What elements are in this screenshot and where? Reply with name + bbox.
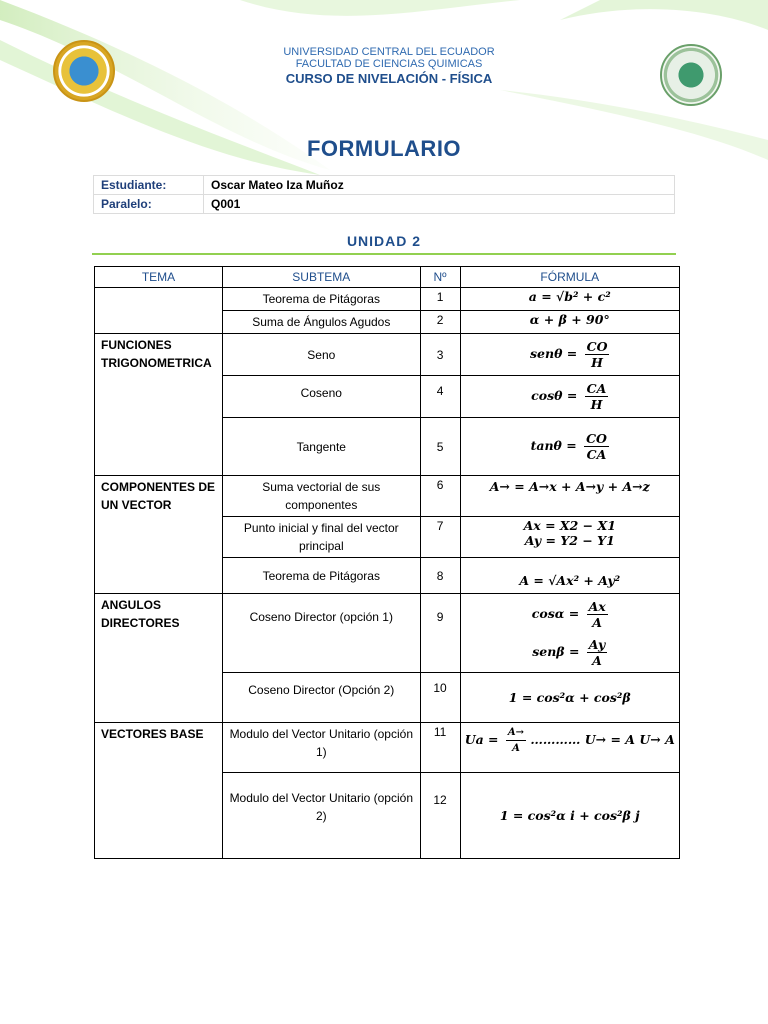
fraction-numerator: CO — [586, 339, 608, 354]
num-cell: 12 — [420, 773, 460, 859]
num-cell: 6 — [420, 476, 460, 517]
tema-empty — [95, 288, 223, 334]
fraction-denominator: H — [590, 397, 603, 412]
subtema-cell: Modulo del Vector Unitario (opción 1) — [222, 723, 420, 773]
num-cell: 8 — [420, 558, 460, 594]
table-row — [95, 334, 680, 376]
formula-cell: A = √Ax² + Ay² — [460, 558, 680, 594]
formula-cell — [460, 334, 680, 376]
formula-fraction — [587, 637, 607, 668]
student-label: Estudiante: — [94, 176, 204, 195]
fraction-denominator: A — [512, 743, 520, 754]
formula-cell: 1 = cos²α + cos²β — [460, 673, 680, 723]
formula-lhs: cosα = — [531, 606, 580, 621]
subtema-cell: Punto inicial y final del vector principal — [222, 517, 420, 558]
document-title: FORMULARIO — [306, 136, 462, 161]
unit-divider — [92, 253, 676, 255]
header-tema: TEMA — [95, 267, 223, 288]
formula-cell — [460, 418, 680, 476]
subtema-cell: Coseno Director (opción 1) — [222, 594, 420, 673]
fraction-denominator: A — [592, 615, 602, 630]
subtema-cell: Seno — [222, 334, 420, 376]
subtema-cell: Tangente — [222, 418, 420, 476]
formula-cell — [460, 723, 680, 773]
formula-fraction — [506, 725, 526, 756]
num-cell: 1 — [420, 288, 460, 311]
formula-cell — [460, 376, 680, 418]
formula-line — [462, 595, 679, 633]
formula-fraction — [584, 431, 609, 462]
formula-table — [94, 266, 680, 859]
num-cell: 9 — [420, 594, 460, 673]
formula-line: Ax = X2 − X1 — [523, 518, 616, 533]
formula-fraction — [585, 339, 610, 370]
table-row — [95, 476, 680, 517]
table-row — [95, 723, 680, 773]
num-cell: 4 — [420, 376, 460, 418]
tema-cell: COMPONENTES DE UN VECTOR — [95, 476, 223, 594]
course-name: CURSO DE NIVELACIÓN - FÍSICA — [285, 71, 493, 86]
unit-heading: UNIDAD 2 — [346, 233, 422, 249]
header-num: Nº — [420, 267, 460, 288]
formula-cell — [460, 517, 680, 558]
tema-cell: FUNCIONES TRIGONOMETRICA — [95, 334, 223, 476]
formula-lhs: senθ = — [530, 346, 578, 361]
formula-lhs: tanθ = — [530, 438, 577, 453]
student-info-table — [93, 175, 675, 214]
fraction-denominator: A — [592, 653, 602, 668]
paralelo-label: Paralelo: — [94, 195, 204, 214]
subtema-cell: Teorema de Pitágoras — [222, 288, 420, 311]
formula-cell: A→ = A→x + A→y + A→z — [460, 476, 680, 517]
fraction-denominator: CA — [586, 447, 607, 462]
formula-line: Ay = Y2 − Y1 — [524, 533, 615, 548]
formula-cell — [460, 594, 680, 673]
num-cell: 11 — [420, 723, 460, 773]
table-header-row — [95, 267, 680, 288]
num-cell: 7 — [420, 517, 460, 558]
num-cell: 10 — [420, 673, 460, 723]
faculty-name: FACULTAD DE CIENCIAS QUIMICAS — [295, 58, 483, 70]
subtema-cell: Teorema de Pitágoras — [222, 558, 420, 594]
table-row — [95, 288, 680, 311]
fraction-denominator: H — [591, 355, 603, 370]
formula-line — [462, 633, 679, 671]
formula-rest: ………… U→ = A U→ A — [530, 732, 675, 747]
university-name: UNIVERSIDAD CENTRAL DEL ECUADOR — [283, 46, 495, 58]
subtema-cell: Modulo del Vector Unitario (opción 2) — [222, 773, 420, 859]
table-row — [95, 594, 680, 673]
fraction-numerator: Ay — [588, 637, 606, 652]
formula-lhs: cosθ = — [531, 388, 578, 403]
header-subtema: SUBTEMA — [222, 267, 420, 288]
formula-cell: 1 = cos²α i + cos²β j — [460, 773, 680, 859]
subtema-cell: Coseno — [222, 376, 420, 418]
formula-cell: α + β + 90° — [460, 311, 680, 334]
student-name: Oscar Mateo Iza Muñoz — [204, 176, 675, 195]
formula-cell: a = √b² + c² — [460, 288, 680, 311]
fraction-numerator: CO — [586, 431, 607, 446]
paralelo-value: Q001 — [204, 195, 675, 214]
fraction-numerator: A→ — [506, 725, 526, 741]
subtema-cell: Coseno Director (Opción 2) — [222, 673, 420, 723]
num-cell: 5 — [420, 418, 460, 476]
subtema-cell: Suma vectorial de sus componentes — [222, 476, 420, 517]
fraction-numerator: Ax — [588, 599, 606, 614]
tema-cell: ANGULOS DIRECTORES — [95, 594, 223, 723]
header-formula: FÓRMULA — [460, 267, 680, 288]
num-cell: 2 — [420, 311, 460, 334]
formula-lhs: senβ = — [532, 644, 580, 659]
formula-fraction — [585, 381, 609, 412]
num-cell: 3 — [420, 334, 460, 376]
subtema-cell: Suma de Ángulos Agudos — [222, 311, 420, 334]
formula-fraction — [587, 599, 608, 630]
fraction-numerator: CA — [586, 381, 607, 396]
tema-cell: VECTORES BASE — [95, 723, 223, 859]
formula-lhs: Ua = — [464, 732, 499, 747]
